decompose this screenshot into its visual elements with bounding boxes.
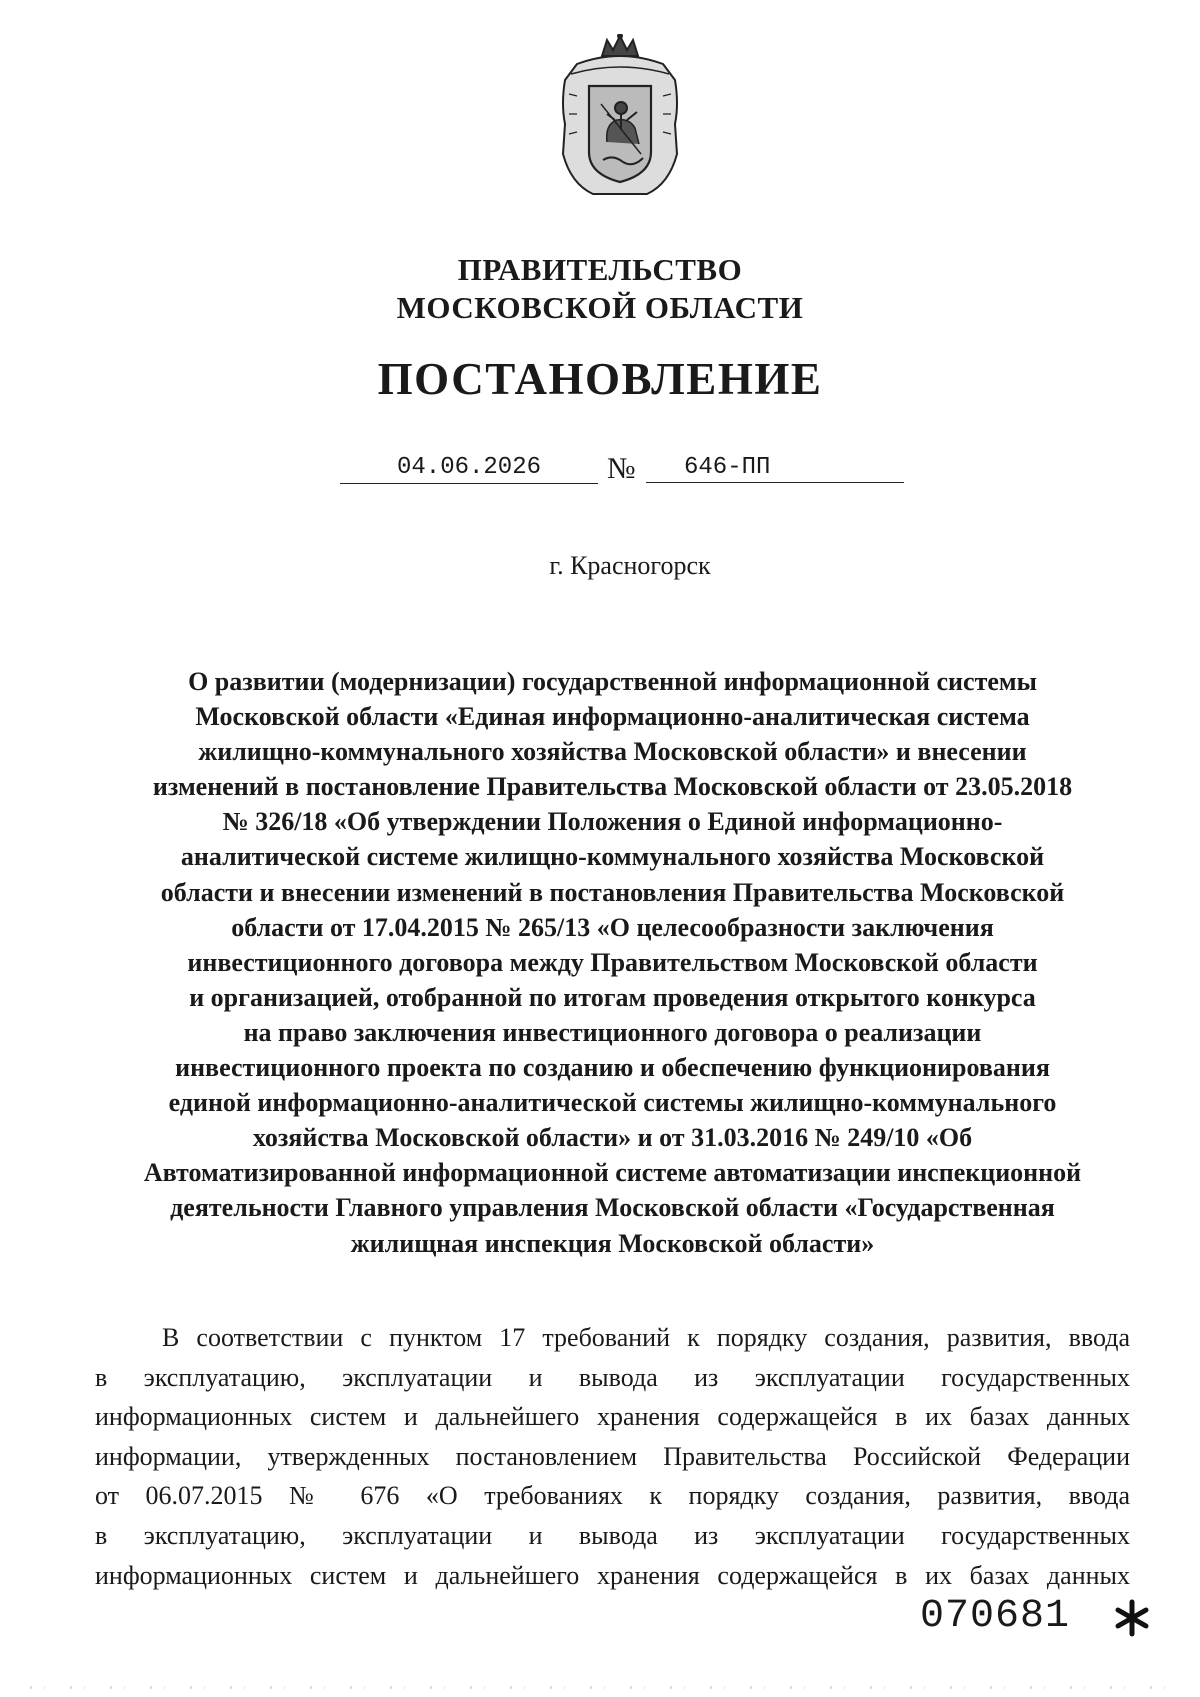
body-line: информационных систем и дальнейшего хранения содержащейся в их базах данных [95, 1560, 1130, 1590]
document-number: 646-ПП [646, 453, 904, 483]
body-line: в эксплуатацию, эксплуатации и вывода из эксплуатации государственных [95, 1362, 1130, 1392]
title-line: области от 17.04.2015 № 265/13 «О целесообразности заключения [231, 912, 994, 942]
title-line: деятельности Главного управления Московской области «Государственная [170, 1193, 1055, 1223]
title-line: области и внесении изменений в постановления Правительства Московской [160, 877, 1065, 907]
coat-of-arms-icon [557, 34, 683, 202]
title-line: единой информационно-аналитической системы жилищно-коммунального [168, 1088, 1057, 1118]
title-line: жилищно-коммунального хозяйства Московской области» и внесении [198, 737, 1027, 767]
scan-artifact [30, 1686, 1170, 1689]
title-line: Автоматизированной информационной системе автоматизации инспекционной [143, 1158, 1082, 1188]
document-title [95, 664, 1130, 1261]
registration-row [340, 453, 905, 493]
title-line: инвестиционного проекта по созданию и обеспечению функционирования [175, 1053, 1050, 1083]
body-paragraph [95, 1318, 1130, 1595]
document-date: 04.06.2026 [340, 453, 598, 484]
organization-name-line1: ПРАВИТЕЛЬСТВО [457, 252, 743, 287]
body-line: информационных систем и дальнейшего хранения содержащейся в их базах данных [95, 1402, 1130, 1432]
body-line: от 06.07.2015 № 676 «О требованиях к порядку создания, развития, ввода [95, 1481, 1130, 1511]
title-line: изменений в постановление Правительства Московской области от 23.05.2018 [152, 772, 1073, 802]
body-line: В соответствии с пунктом 17 требований к порядку создания, развития, ввода [162, 1323, 1130, 1352]
body-line: информации, утвержденных постановлением Правительства Российской Федерации [95, 1441, 1130, 1471]
title-line: хозяйства Московской области» и от 31.03.2016 № 249/10 «Об [252, 1123, 973, 1153]
title-line: Московской области «Единая информационно-аналитическая система [195, 702, 1030, 732]
asterisk-icon [1114, 1598, 1150, 1638]
place-of-issue: г. Красногорск [549, 551, 711, 580]
title-line: № 326/18 «Об утверждении Положения о Единой информационно- [222, 807, 1003, 837]
title-line: на право заключения инвестиционного договора о реализации [243, 1017, 982, 1047]
organization-name-line2: МОСКОВСКОЙ ОБЛАСТИ [396, 290, 804, 325]
title-line: аналитической системе жилищно-коммунального хозяйства Московской [180, 842, 1045, 872]
title-line: инвестиционного договора между Правительством Московской области [187, 947, 1038, 977]
document-type: ПОСТАНОВЛЕНИЕ [377, 354, 823, 404]
serial-number: 070681 [919, 1594, 1070, 1639]
number-sign: № [607, 452, 636, 485]
title-line: жилищная инспекция Московской области» [350, 1228, 875, 1258]
title-line: и организацией, отобранной по итогам проведения открытого конкурса [189, 982, 1036, 1012]
title-line: О развитии (модернизации) государственной информационной системы [188, 667, 1037, 696]
body-line: в эксплуатацию, эксплуатации и вывода из эксплуатации государственных [95, 1520, 1130, 1550]
